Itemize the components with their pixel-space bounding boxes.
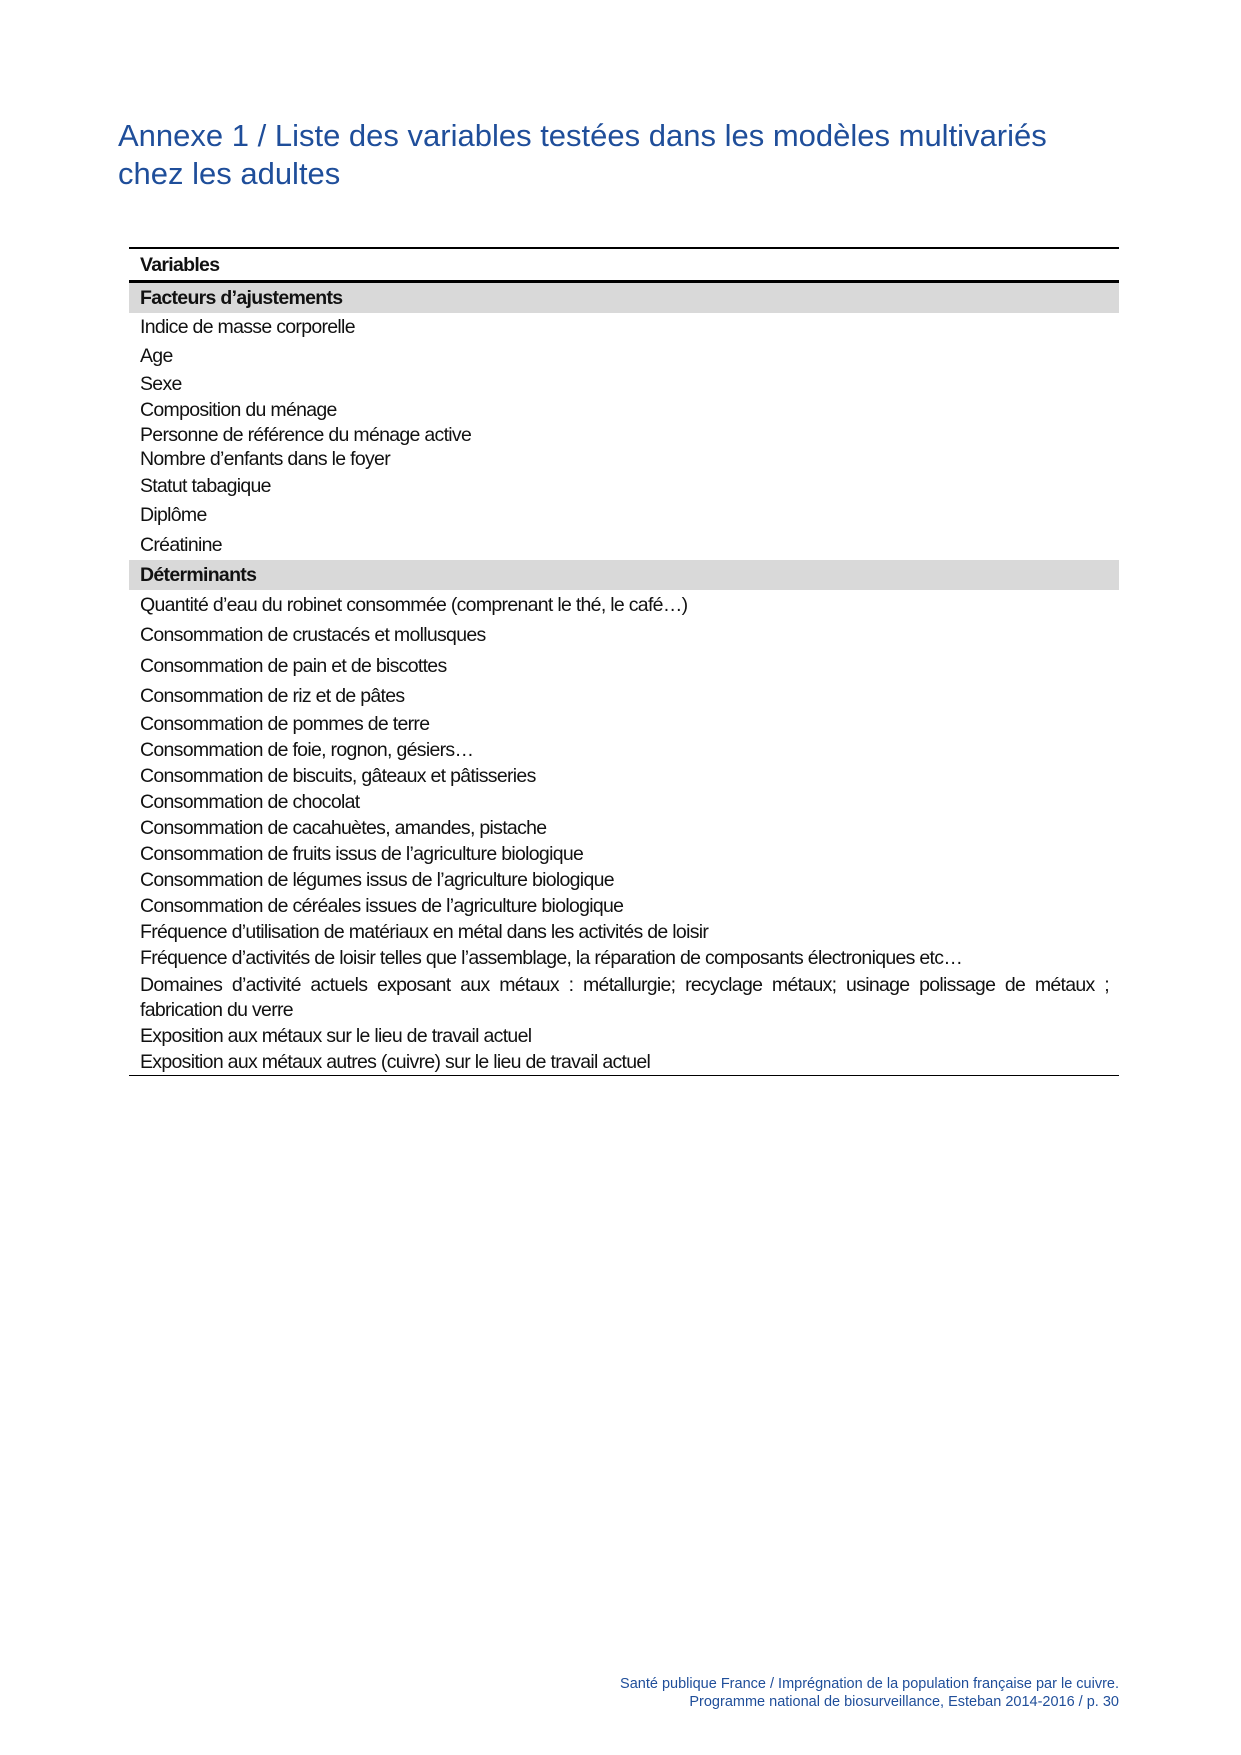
table-row: Consommation de fruits issus de l’agriculture biologique xyxy=(140,842,584,865)
table-row: Consommation de foie, rognon, gésiers… xyxy=(140,738,474,761)
table-row: Consommation de pain et de biscottes xyxy=(140,655,447,677)
table-row: Consommation de céréales issues de l’agriculture biologique xyxy=(140,894,624,917)
table-row: Sexe xyxy=(140,372,182,395)
footer-line-1: Santé publique France / Imprégnation de la population française par le cuivre. xyxy=(620,1676,1119,1692)
table-row: Quantité d’eau du robinet consommée (comprenant le thé, le café…) xyxy=(140,593,688,616)
section-header-adjustments: Facteurs d’ajustements xyxy=(129,283,1119,313)
table-row: Consommation de chocolat xyxy=(140,790,360,813)
table-row: Nombre d’enfants dans le foyer xyxy=(140,448,390,470)
table-row: Consommation de cacahuètes, amandes, pistache xyxy=(140,816,547,839)
table-row: Exposition aux métaux autres (cuivre) sur le lieu de travail actuel xyxy=(140,1050,651,1073)
page-title xyxy=(118,117,1128,193)
table-header: Variables xyxy=(129,249,1119,283)
section-header-determinants: Déterminants xyxy=(129,560,1119,590)
table-row: Exposition aux métaux sur le lieu de travail actuel xyxy=(140,1024,532,1047)
footer-line-2: Programme national de biosurveillance, Esteban 2014-2016 / p. 30 xyxy=(689,1694,1119,1710)
table-row: Consommation de biscuits, gâteaux et pâtisseries xyxy=(140,764,536,787)
table-row: Statut tabagique xyxy=(140,474,271,497)
page-footer xyxy=(620,1675,1119,1711)
page-title-line-2: chez les adultes xyxy=(118,156,341,191)
table-row: Diplôme xyxy=(140,503,207,526)
table-row: Age xyxy=(140,344,173,367)
page-title-line-1: Annexe 1 / Liste des variables testées dans les modèles multivariés xyxy=(118,118,1047,153)
table-row: Fréquence d’activités de loisir telles que l’assemblage, la réparation de composants électroniques etc… xyxy=(140,946,963,969)
table-row: Domaines d’activité actuels exposant aux métaux : métallurgie; recyclage métaux; usinage polissage de métaux ; fabrication du verre xyxy=(140,974,1109,1021)
table-row: Indice de masse corporelle xyxy=(140,316,355,338)
table-row: Consommation de légumes issus de l’agriculture biologique xyxy=(140,868,614,891)
table-row: Consommation de pommes de terre xyxy=(140,712,430,735)
table-row: Personne de référence du ménage active xyxy=(140,423,472,446)
table-row: Créatinine xyxy=(140,533,222,556)
table-row: Fréquence d’utilisation de matériaux en métal dans les activités de loisir xyxy=(140,920,709,943)
table-row: Composition du ménage xyxy=(140,399,337,421)
table-row: Consommation de riz et de pâtes xyxy=(140,685,405,707)
variables-table xyxy=(129,247,1119,1076)
table-row: Consommation de crustacés et mollusques xyxy=(140,624,486,646)
